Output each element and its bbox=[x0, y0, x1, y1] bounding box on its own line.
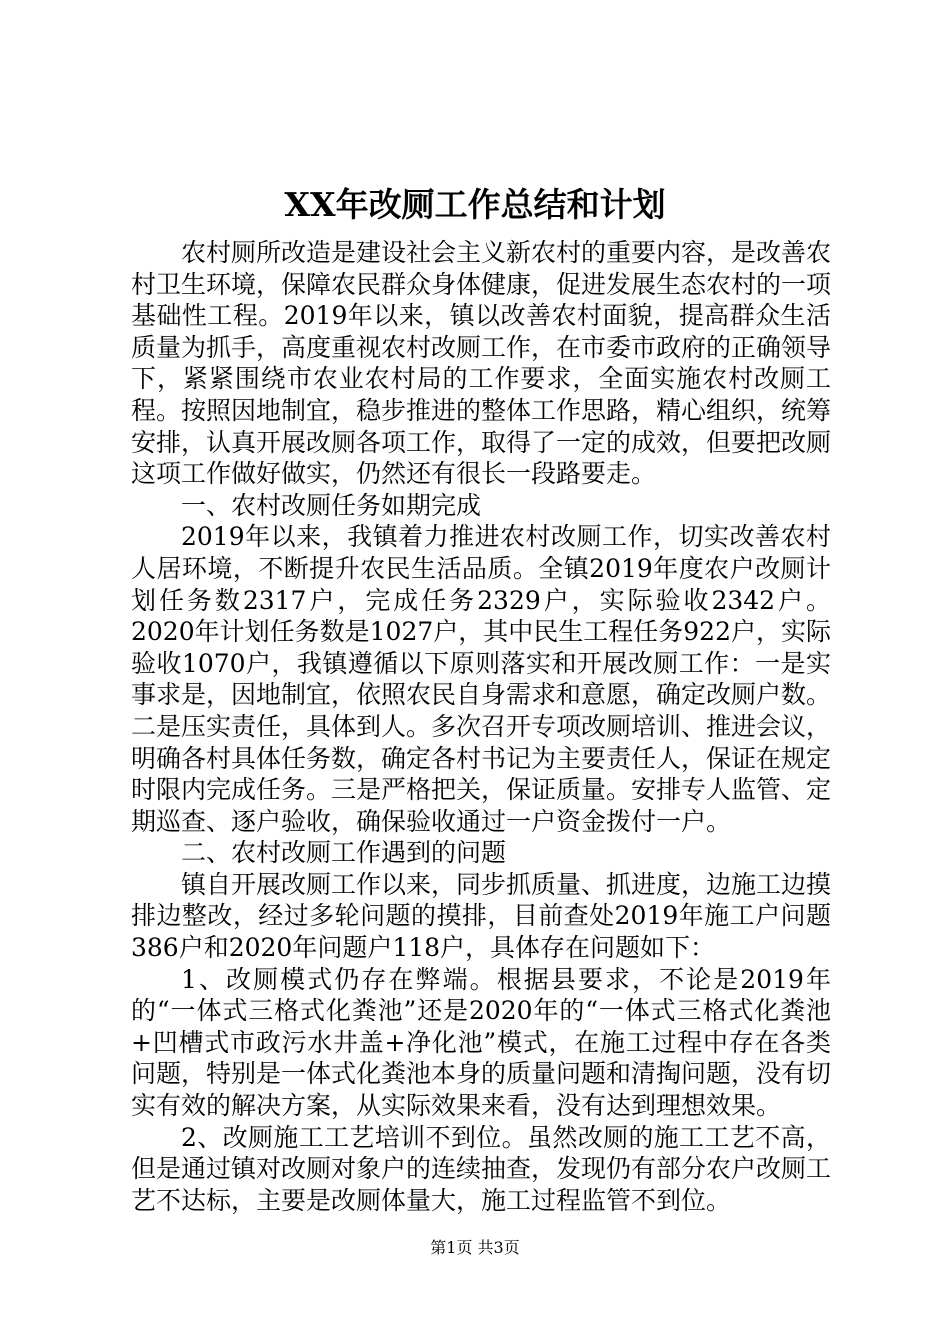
section-2-paragraph: 镇自开展改厕工作以来，同步抓质量、抓进度，边施工边摸排边整改，经过多轮问题的摸排，目前查处2019年施工户问题386户和2020年问题户118户，具体存在问题如下： bbox=[131, 869, 832, 963]
section-heading-2: 二、农村改厕工作遇到的问题 bbox=[181, 838, 507, 868]
document-body bbox=[131, 237, 831, 1216]
intro-paragraph: 农村厕所改造是建设社会主义新农村的重要内容，是改善农村卫生环境，保障农民群众身体健康，促进发展生态农村的一项基础性工程。2019年以来，镇以改善农村面貌，提高群众生活质量为抓手，高度重视农村改厕工作，在市委市政府的正确领导下，紧紧围绕市农业农村局的工作要求，全面实施农村改厕工程。按照因地制宜，稳步推进的整体工作思路，精心组织，统筹安排，认真开展改厕各项工作，取得了一定的成效，但要把改厕这项工作做好做实，仍然还有很长一段路要走。 bbox=[131, 238, 832, 489]
issue-1-paragraph: 1、改厕模式仍存在弊端。根据县要求，不论是2019年的“一体式三格式化粪池”还是2020年的“一体式三格式化粪池+凹槽式市政污水井盖+净化池”模式，在施工过程中存在各类问题，特别是一体式化粪池本身的质量问题和清掏问题，没有切实有效的解决方案，从实际效果来看，没有达到理想效果。 bbox=[131, 964, 832, 1121]
section-heading-1: 一、农村改厕任务如期完成 bbox=[181, 490, 482, 520]
issue-2-paragraph: 2、改厕施工工艺培训不到位。虽然改厕的施工工艺不高，但是通过镇对改厕对象户的连续抽查，发现仍有部分农户改厕工艺不达标，主要是改厕体量大，施工过程监管不到位。 bbox=[131, 1122, 832, 1215]
section-1-paragraph: 2019年以来，我镇着力推进农村改厕工作，切实改善农村人居环境，不断提升农民生活品质。全镇2019年度农户改厕计划任务数2317户，完成任务2329户，实际验收2342户。2020年计划任务数是1027户，其中民生工程任务922户，实际验收1070户，我镇遵循以下原则落实和开展改厕工作：一是实事求是，因地制宜，依照农民自身需求和意愿，确定改厕户数。二是压实责任，具体到人。多次召开专项改厕培训、推进会议，明确各村具体任务数，确定各村书记为主要责任人，保证在规定时限内完成任务。三是严格把关，保证质量。安排专人监管、定期巡查、逐户验收，确保验收通过一户资金拨付一户。 bbox=[131, 522, 832, 836]
page-footer: 第1页 共3页 bbox=[430, 1238, 520, 1257]
document-title: XX年改厕工作总结和计划 bbox=[284, 185, 666, 224]
